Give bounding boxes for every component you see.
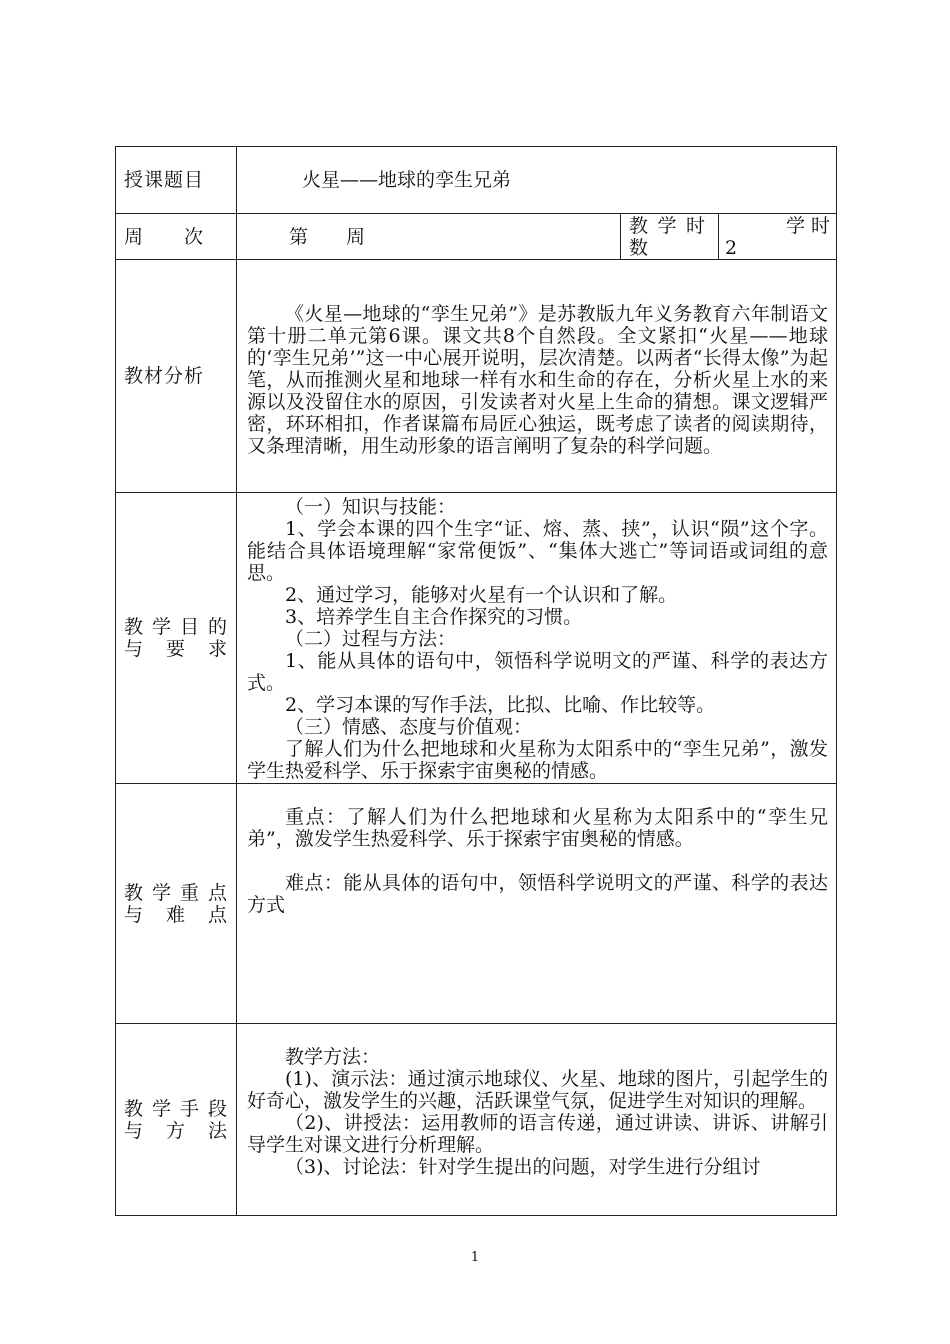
objective-line: （一）知识与技能：: [285, 496, 457, 518]
difficulty-text: 难点：能从具体的语句中，领悟科学说明文的严谨、科学的表达方式: [247, 872, 828, 916]
lesson-title: 火星——地球的孪生兄弟: [237, 147, 837, 214]
method-line: 教学方法：: [285, 1046, 381, 1068]
objective-line: 1、学会本课的四个生字“证、熔、蒸、挟”，认识“陨”这个字。能结合具体语境理解“家常便饭”、“集体大逃亡”等词语或词组的意思。: [247, 518, 828, 584]
analysis-text: 《火星—地球的“孪生兄弟”》是苏教版九年义务教育六年制语文第十册二单元第6课。课文共8个自然段。全文紧扣“火星——地球的‘孪生兄弟’”这一中心展开说明，层次清楚。以两者“长得太像”为起笔，从而推测火星和地球一样有水和生命的存在，分析火星上水的来源以及没留住水的原因，引发读者对火星上生命的猜想。课文逻辑严密，环环相扣，作者谋篇布局匠心独运，既考虑了读者的阅读期待，又条理清晰，用生动形象的语言阐明了复杂的科学问题。: [247, 303, 828, 457]
method-line: （2)、讲授法：运用教师的语言传递，通过讲读、讲诉、讲解引导学生对课文进行分析理解。: [247, 1112, 828, 1156]
objective-line: （三）情感、态度与价值观：: [285, 716, 533, 738]
title-row: [116, 147, 837, 214]
hours-value: 2: [725, 236, 738, 259]
keypoints-row: [116, 784, 837, 1024]
week-value: 第 周: [237, 214, 621, 260]
analysis-row: [116, 260, 837, 493]
objective-line: 2、通过学习，能够对火星有一个认识和了解。: [285, 584, 678, 606]
keypoints-label: 教 学 重 点 与难点: [116, 784, 237, 1024]
week-row: [116, 214, 837, 260]
objective-line: 2、学习本课的写作手法，比拟、比喻、作比较等。: [285, 694, 716, 716]
page-number: 1: [470, 1250, 480, 1265]
title-label: 授课题目: [116, 147, 237, 214]
hours-unit: 学 时: [785, 214, 830, 237]
method-line: (1)、演示法：通过演示地球仪、火星、地球的图片，引起学生的好奇心，激发学生的兴趣，活跃课堂气氛，促进学生对知识的理解。: [247, 1068, 828, 1112]
week-label: 周 次: [116, 214, 237, 260]
analysis-label: 教材分析: [116, 260, 237, 493]
hours-label: 教 学 时 数: [621, 214, 719, 260]
objective-line: 1、能从具体的语句中，领悟科学说明文的严谨、科学的表达方式。: [247, 650, 828, 694]
lesson-plan-table: [115, 146, 837, 1216]
objective-line: 3、培养学生自主合作探究的习惯。: [285, 606, 583, 628]
method-line: （3)、讨论法：针对学生提出的问题，对学生进行分组讨: [285, 1156, 761, 1178]
keypoint-text: 重点：了解人们为什么把地球和火星称为太阳系中的“孪生兄弟”，激发学生热爱科学、乐于探索宇宙奥秘的情感。: [247, 806, 828, 850]
objective-line: 了解人们为什么把地球和火星称为太阳系中的“孪生兄弟”，激发学生热爱科学、乐于探索宇宙奥秘的情感。: [247, 738, 828, 782]
objectives-row: [116, 493, 837, 784]
objectives-label: 教 学 目 的 与要求: [116, 493, 237, 784]
objective-line: （二）过程与方法：: [285, 628, 457, 650]
methods-row: [116, 1024, 837, 1216]
methods-label: 教 学 手 段 与方法: [116, 1024, 237, 1216]
